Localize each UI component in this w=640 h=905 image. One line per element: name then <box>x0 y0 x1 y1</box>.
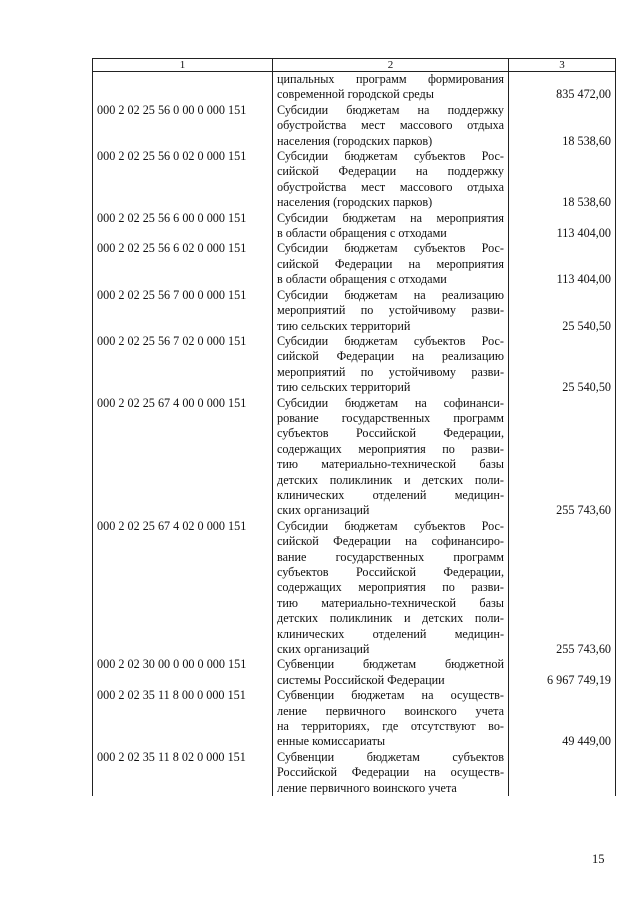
table-row <box>93 149 616 211</box>
description-line: населения (городских парков) <box>277 133 433 148</box>
row-description <box>273 519 509 658</box>
row-amount: 18 538,60 <box>509 103 616 149</box>
row-amount: 113 404,00 <box>509 211 616 242</box>
row-description <box>273 211 509 242</box>
description-line: в области обращения с отходами <box>277 226 447 241</box>
description-line: детских поликлиник и детских поли- <box>277 611 504 626</box>
table-row <box>93 334 616 396</box>
description-line: Субсидии бюджетам субъектов Рос- <box>277 149 504 164</box>
description-line: сийской Федерации на поддержку <box>277 164 504 179</box>
table-row <box>93 241 616 287</box>
header-col-2: 2 <box>273 59 509 72</box>
description-line: содержащих мероприятия по разви- <box>277 441 504 456</box>
row-amount <box>509 750 616 796</box>
row-code: 000 2 02 30 00 0 00 0 000 151 <box>93 657 273 688</box>
description-line: Субвенции бюджетам субъектов <box>277 749 504 764</box>
row-amount: 835 472,00 <box>509 72 616 103</box>
row-amount: 25 540,50 <box>509 334 616 396</box>
description-line: субъектов Российской Федерации, <box>277 426 504 441</box>
row-amount: 49 449,00 <box>509 688 616 750</box>
row-code: 000 2 02 25 56 0 02 0 000 151 <box>93 149 273 211</box>
table-row <box>93 750 616 796</box>
description-line: населения (городских парков) <box>277 195 433 210</box>
description-line: Субвенции бюджетам на осуществ- <box>277 688 504 703</box>
row-code: 000 2 02 35 11 8 02 0 000 151 <box>93 750 273 796</box>
row-code <box>93 72 273 103</box>
description-line: мероприятий по устойчивому разви- <box>277 364 504 379</box>
description-line: ление первичного воинского учета <box>277 703 504 718</box>
row-code: 000 2 02 25 67 4 02 0 000 151 <box>93 519 273 658</box>
description-line: обустройства мест массового отдыха <box>277 118 504 133</box>
description-line: Российской Федерации на осуществ- <box>277 765 504 780</box>
description-line: вание государственных программ <box>277 549 504 564</box>
row-code: 000 2 02 25 56 6 00 0 000 151 <box>93 211 273 242</box>
row-amount: 255 743,60 <box>509 396 616 519</box>
row-description <box>273 750 509 796</box>
description-line: сийской Федерации на мероприятия <box>277 256 504 271</box>
row-amount: 18 538,60 <box>509 149 616 211</box>
description-line: системы Российской Федерации <box>277 672 445 687</box>
description-line: енные комиссариаты <box>277 734 386 749</box>
table-row <box>93 288 616 334</box>
row-description <box>273 396 509 519</box>
row-description <box>273 241 509 287</box>
description-line: детских поликлиник и детских поли- <box>277 472 504 487</box>
description-line: Субвенции бюджетам бюджетной <box>277 657 504 672</box>
description-line: клинических отделений медицин- <box>277 487 504 502</box>
header-col-3: 3 <box>509 59 616 72</box>
row-amount: 6 967 749,19 <box>509 657 616 688</box>
row-description <box>273 103 509 149</box>
row-code: 000 2 02 35 11 8 00 0 000 151 <box>93 688 273 750</box>
description-line: Субсидии бюджетам на реализацию <box>277 287 504 302</box>
row-description <box>273 334 509 396</box>
description-line: мероприятий по устойчивому разви- <box>277 303 504 318</box>
table-row <box>93 657 616 688</box>
row-description <box>273 657 509 688</box>
table-row <box>93 103 616 149</box>
row-amount: 113 404,00 <box>509 241 616 287</box>
description-line: тию материально-технической базы <box>277 457 504 472</box>
table-row <box>93 211 616 242</box>
description-line: Субсидии бюджетам субъектов Рос- <box>277 333 504 348</box>
table-row <box>93 72 616 103</box>
description-line: Субсидии бюджетам на мероприятия <box>277 210 504 225</box>
description-line: Субсидии бюджетам на поддержку <box>277 102 504 117</box>
description-line: тию материально-технической базы <box>277 595 504 610</box>
description-line: Субсидии бюджетам субъектов Рос- <box>277 518 504 533</box>
row-code: 000 2 02 25 56 7 02 0 000 151 <box>93 334 273 396</box>
row-code: 000 2 02 25 56 0 00 0 000 151 <box>93 103 273 149</box>
table-row <box>93 519 616 658</box>
description-line: Субсидии бюджетам на софинанси- <box>277 395 504 410</box>
description-line: ление первичного воинского учета <box>277 780 457 795</box>
description-line: в области обращения с отходами <box>277 272 447 287</box>
page-number: 15 <box>592 852 605 866</box>
description-line: рование государственных программ <box>277 410 504 425</box>
description-line: ских организаций <box>277 503 370 518</box>
row-code: 000 2 02 25 56 7 00 0 000 151 <box>93 288 273 334</box>
description-line: обустройства мест массового отдыха <box>277 179 504 194</box>
description-line: клинических отделений медицин- <box>277 626 504 641</box>
description-line: сийской Федерации на софинансиро- <box>277 534 504 549</box>
table-row <box>93 688 616 750</box>
description-line: содержащих мероприятия по разви- <box>277 580 504 595</box>
table-header-row <box>93 59 616 72</box>
row-description <box>273 288 509 334</box>
row-amount: 255 743,60 <box>509 519 616 658</box>
row-description <box>273 688 509 750</box>
description-line: субъектов Российской Федерации, <box>277 565 504 579</box>
row-description <box>273 149 509 211</box>
description-line: современной городской среды <box>277 87 434 102</box>
description-line: ципальных программ формирования <box>277 72 504 86</box>
description-line: на территориях, где отсутствуют во- <box>277 719 504 734</box>
header-col-1: 1 <box>93 59 273 72</box>
row-code: 000 2 02 25 67 4 00 0 000 151 <box>93 396 273 519</box>
description-line: ских организаций <box>277 642 370 657</box>
row-description <box>273 72 509 103</box>
budget-table <box>92 58 616 796</box>
table-row <box>93 396 616 519</box>
row-code: 000 2 02 25 56 6 02 0 000 151 <box>93 241 273 287</box>
description-line: тию сельских территорий <box>277 380 411 395</box>
description-line: тию сельских территорий <box>277 318 411 333</box>
description-line: Субсидии бюджетам субъектов Рос- <box>277 241 504 256</box>
description-line: сийской Федерации на реализацию <box>277 349 504 364</box>
row-amount: 25 540,50 <box>509 288 616 334</box>
